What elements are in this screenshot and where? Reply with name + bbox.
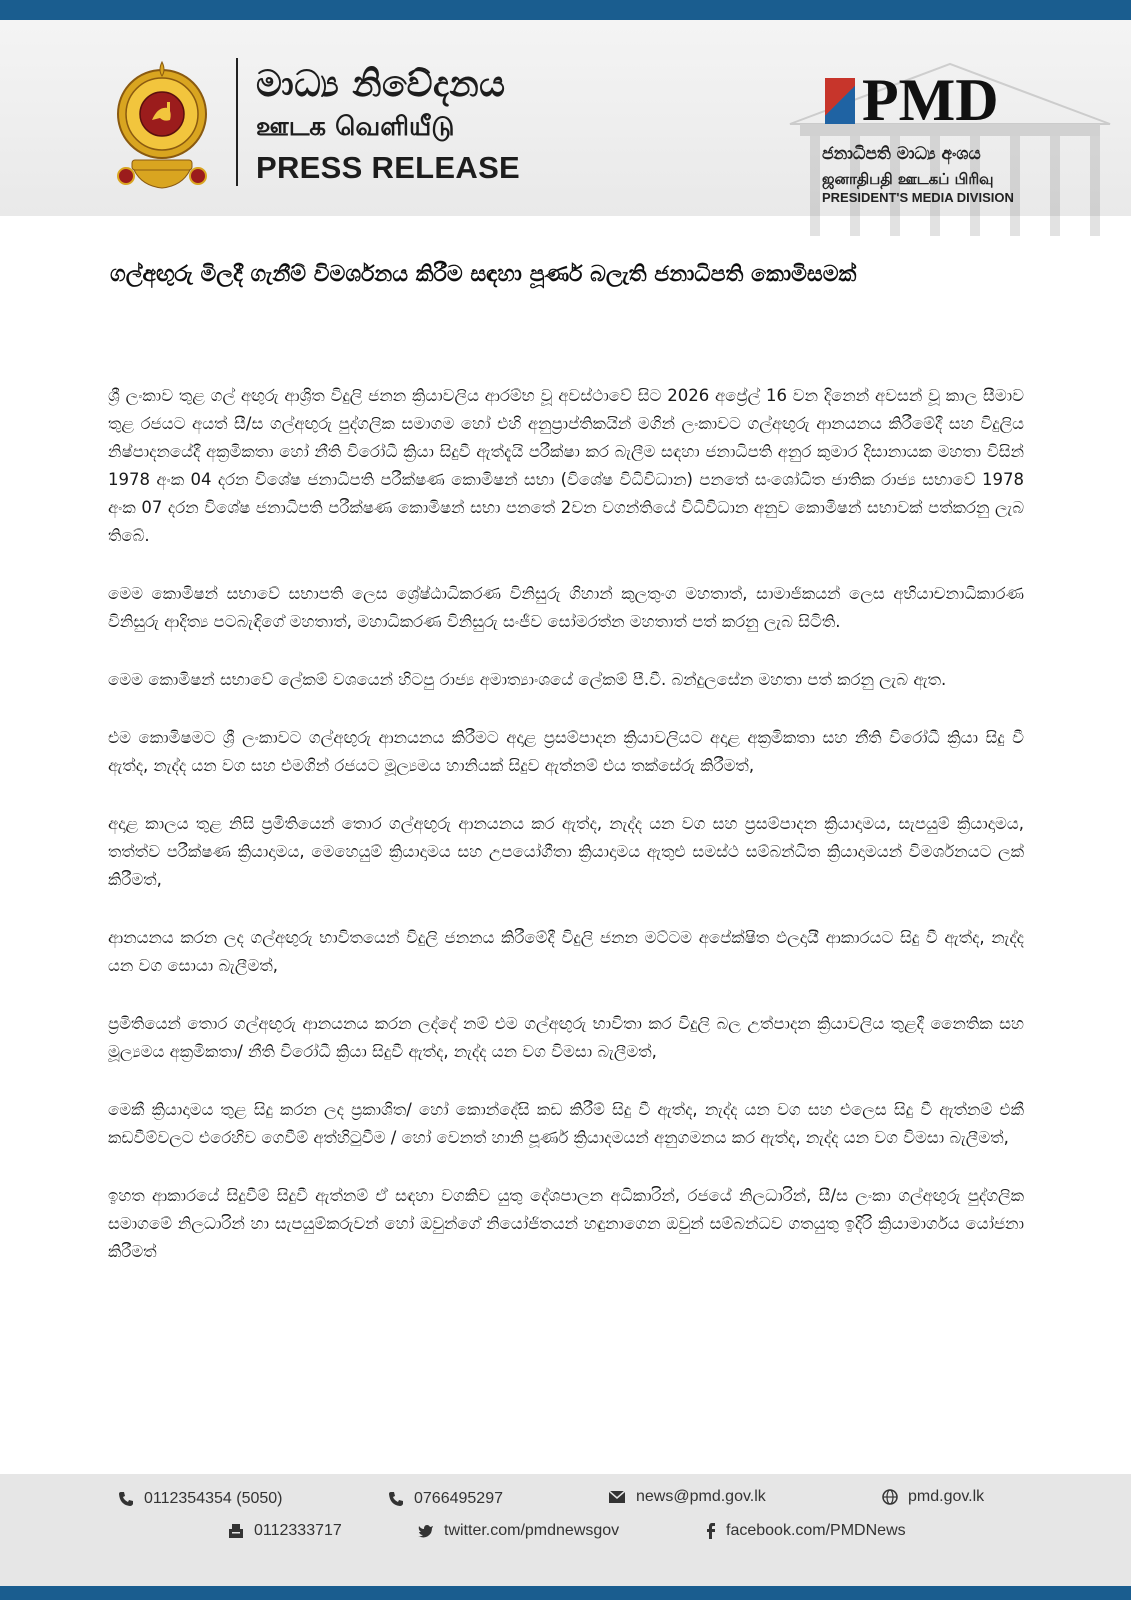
- pmd-logo-mark-icon: [825, 78, 855, 124]
- paragraph: ප්‍රමිතියෙන් තොර ගල්අඟුරු ආනයනය කරන ලද්දේ නම් එම ගල්අඟුරු භාවිතා කර විදුලි බල උත්පාදන ක්‍රියාවලිය තුළදී නෛතික සහ මූල්‍යමය අක්‍රමිකතා/ නීති විරෝධී ක්‍රියා සිදුවී ඇත්ද, නැද්ද යන වග විමසා බැලීමත්,: [108, 1014, 1024, 1061]
- pmd-name-tamil: ஜனாதிபதி ஊடகப் பிரிவு: [822, 170, 994, 188]
- phone-contact: [118, 1490, 283, 1508]
- title-tamil: ஊடக வெளியீடு: [256, 112, 455, 142]
- pmd-name-sinhala: ජනාධිපති මාධ්‍ය අංශය: [822, 144, 981, 164]
- paragraph: ආනයනය කරන ලද ගල්අඟුරු භාවිතයෙන් විදුලි ජනනය කිරීමේදී විදුලි ජනන මට්ටම අපේක්ෂිත ඵලදායී ආකාරයට සිදු වී ඇත්ද, නැද්ද යන වග සොයා බැලීමත්,: [108, 928, 1024, 975]
- bottom-accent-bar: [0, 1586, 1131, 1600]
- phone-number: 0112354354 (5050): [144, 1490, 283, 1507]
- phone-icon: [388, 1491, 404, 1507]
- fax-number: 0112333717: [254, 1522, 342, 1539]
- header-divider: [236, 58, 238, 186]
- press-release-headline: ගල්අඟුරු මිලදී ගැනීම් විමර්ශනය කිරීම සඳහා පූර්ණ බලැති ජනාධිපති කොමිසමක්: [110, 262, 857, 287]
- email-address[interactable]: news@pmd.gov.lk: [636, 1488, 766, 1505]
- mobile-number: 0766495297: [414, 1490, 503, 1507]
- pmd-logo-text: PMD: [862, 67, 999, 133]
- phone-icon: [118, 1491, 134, 1507]
- paragraph: එම කොමිෂමට ශ්‍රී ලංකාවට ගල්අඟුරු ආනයනය කිරීමට අදාළ ප්‍රසම්පාදන ක්‍රියාවලියට අදාළ අක්‍රමිකතා සහ නීති විරෝධී ක්‍රියා සිදු වී ඇත්ද, නැද්ද යන වග සහ එමගින් රජයට මූල්‍යමය හානියක් සිදුව ඇත්නම් එය තක්සේරු කිරීමත්,: [108, 728, 1024, 775]
- twitter-handle[interactable]: twitter.com/pmdnewsgov: [444, 1522, 620, 1539]
- paragraph: ඉහත ආකාරයේ සිදුවීම් සිදුවී ඇත්නම් ඒ සඳහා වගකිව යුතු දේශපාලන අධිකාරින්, රජයේ නිලධාරින්, සී/ස ලංකා ගල්අඟුරු පුද්ගලික සමාගමේ නිලධාරින් හා සැපයුම්කරුවන් හෝ ඔවුන්ගේ නියෝජිතයන් හඳුනාගෙන ඔවුන් සම්බන්ධව ගතයුතු ඉදිරි ක්‍රියාමාර්ගය යෝජනා කිරීමත්: [108, 1186, 1024, 1261]
- website-contact[interactable]: [882, 1488, 984, 1506]
- globe-icon: [882, 1489, 898, 1505]
- paragraph: ශ්‍රී ලංකාව තුළ ගල් අඟුරු ආශ්‍රිත විදුලි ජනන ක්‍රියාවලිය ආරම්භ වූ අවස්ථාවේ සිට 2026 අප්‍රේල් 16 වන දිනෙන් අවසන් වූ කාල සීමාව තුළ රජයට අයත් සී/ස ගල්අඟුරු පුද්ගලික සමාගම හෝ එහි අනුප්‍රාප්තිකයින් මගින් ලංකාවට ගල්අඟුරු ආනයනය කිරීමේදී සහ විදුලිය නිෂ්පාදනයේදී අක්‍රමිකතා හෝ නීති විරෝධී ක්‍රියා සිදුවී ඇත්දැයි පරීක්ෂා කර බැලීම සඳහා ජනාධිපති අනුර කුමාර දිසානායක මහතා විසින් 1978 අංක 04 දරන විශේෂ ජනාධිපති පරීක්ෂණ කොමිෂන් සභා (විශේෂ විධිවිධාන) පනතේ සංශෝධිත ජාතික රාජ්‍ය සභාවේ 1978 අංක 07 දරන විශේෂ ජනාධිපති පරීක්ෂණ කොමිෂන් සභා පනතේ 2වන වගන්තියේ විධිවිධාන අනුව කොමිෂන් සභාවක් පත්කරනු ලැබ තිබේ.: [108, 386, 1024, 545]
- mobile-contact: [388, 1490, 503, 1508]
- top-accent-bar: [0, 0, 1131, 20]
- paragraph: අදාළ කාලය තුළ නිසි ප්‍රමිතියෙන් තොර ගල්අඟුරු ආනයනය කර ඇත්ද, නැද්ද යන වග සහ ප්‍රසම්පාදන ක්‍රියාදාමය, සැපයුම් ක්‍රියාදාමය, තත්ත්ව පරීක්ෂණ ක්‍රියාදාමය, මෙහෙයුම් ක්‍රියාදාමය සහ උපයෝගීතා ක්‍රියාදාමය ඇතුළු සමස්ථ සම්බන්ධිත ක්‍රියාදාමයන් විමර්ශනයට ලක් කිරීමත්,: [108, 814, 1024, 889]
- facebook-icon: [706, 1523, 716, 1539]
- twitter-icon: [418, 1524, 434, 1538]
- paragraph: මෙම කොමිෂන් සභාවේ සභාපති ලෙස ශ්‍රේෂ්ඨාධිකරණ විනිසුරු ගිහාන් කුලතුංග මහතාත්, සාමාජිකයන් ලෙස අභියාචනාධිකාරණ විනිසුරු ආදිත්‍ය පටබැඳිගේ මහතාත්, මහාධිකරණ විනිසුරු සංජීව සෝමරත්න මහතාත් පත් කරනු ලැබ සිටිති.: [108, 584, 1024, 631]
- national-emblem-icon: [112, 56, 212, 192]
- pmd-name-english: PRESIDENT'S MEDIA DIVISION: [822, 190, 1014, 205]
- twitter-contact[interactable]: [418, 1522, 619, 1540]
- letterhead: [0, 20, 1131, 216]
- paragraph: මෙකී ක්‍රියාදාමය තුළ සිදු කරන ලද ප්‍රකාශිත/ හෝ කොන්දේසි කඩ කිරීම් සිදු වී ඇත්ද, නැද්ද යන වග සහ එලෙස සිදු වී ඇත්නම් එකී කඩවීම්වලට එරෙහිව ගෙවීම් අත්හිටුවීම / හෝ වෙනත් හානි පූර්ණ ක්‍රියාදමයන් අනුගමනය කර ඇත්ද, නැද්ද යන වග විමසා බැලීමත්,: [108, 1100, 1024, 1147]
- facebook-page[interactable]: facebook.com/PMDNews: [726, 1522, 906, 1539]
- fax-icon: [228, 1523, 244, 1539]
- press-release-body: [108, 382, 1024, 1296]
- email-icon: [608, 1490, 626, 1504]
- website-url[interactable]: pmd.gov.lk: [908, 1488, 985, 1505]
- title-english: PRESS RELEASE: [256, 150, 521, 185]
- title-sinhala: මාධ්‍ය නිවේදනය: [256, 64, 506, 105]
- email-contact[interactable]: [608, 1488, 766, 1506]
- contact-footer: [0, 1474, 1131, 1586]
- paragraph: මෙම කොමිෂන් සභාවේ ලේකම් වශයෙන් හිටපු රාජ්‍ය අමාත්‍යාංශයේ ලේකම් පී.වී. බන්දුලසේන මහතා පත් කරනු ලැබ ඇත.: [108, 670, 947, 689]
- facebook-contact[interactable]: [706, 1522, 906, 1540]
- fax-contact: [228, 1522, 342, 1540]
